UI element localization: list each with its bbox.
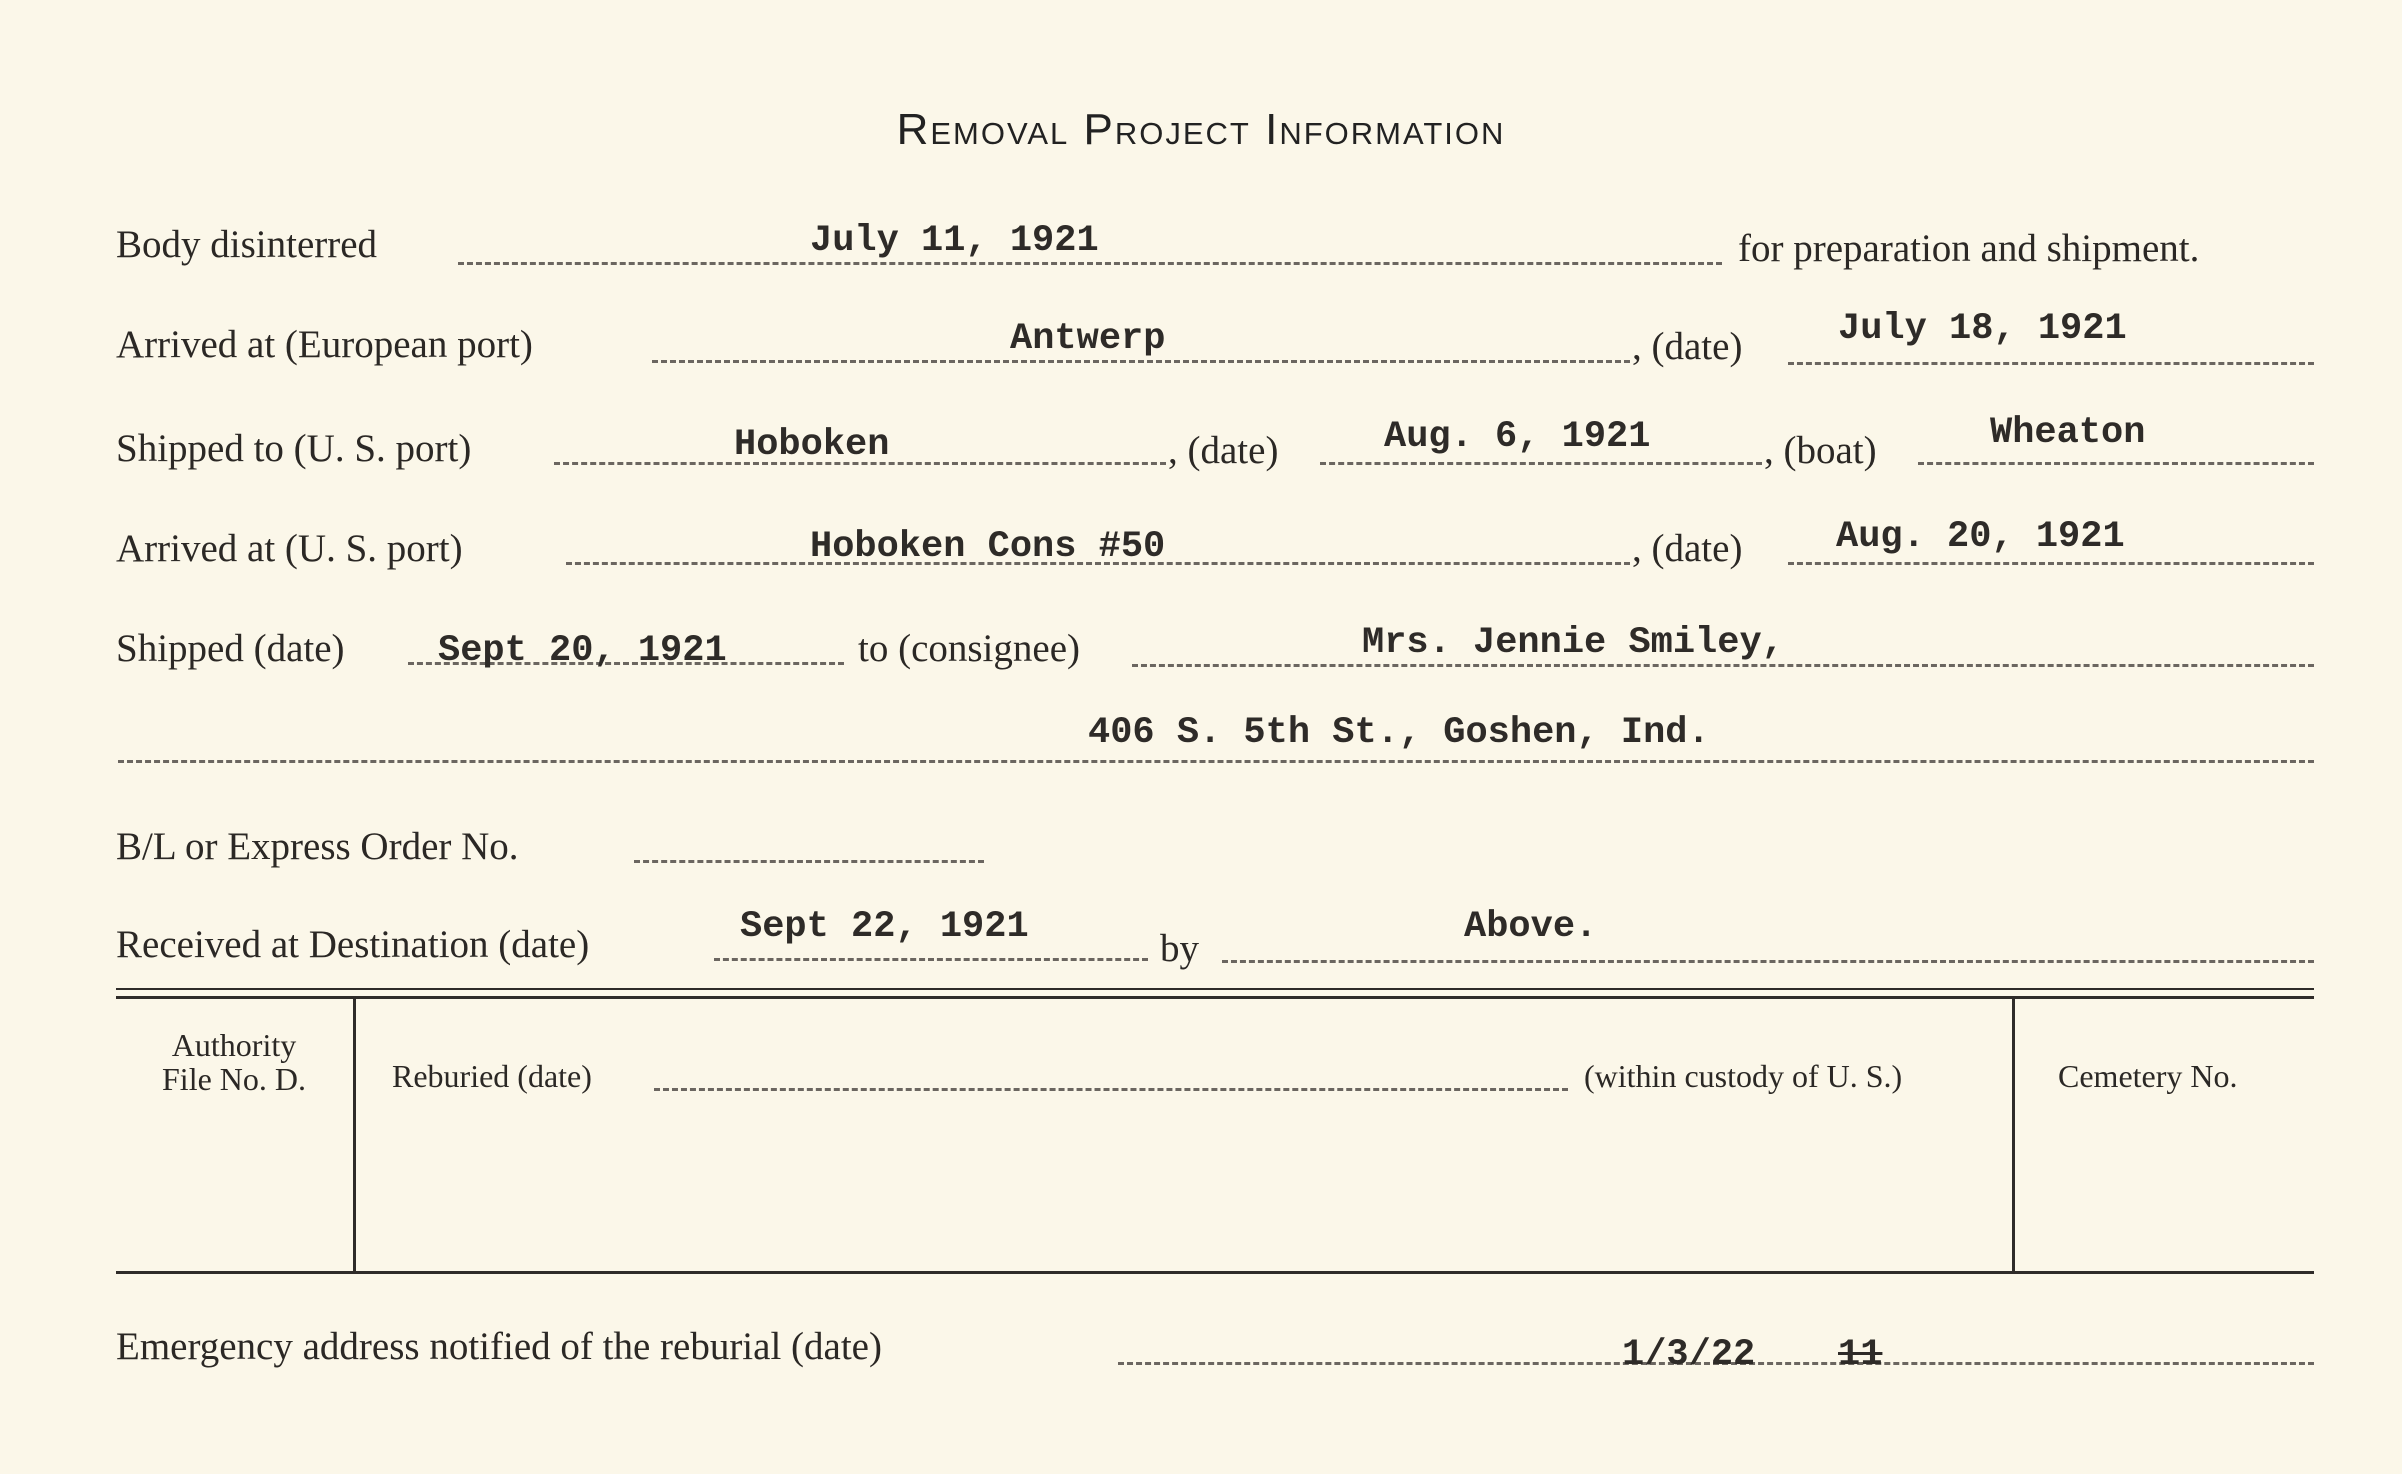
authority-label-line-1: Authority: [171, 1027, 297, 1063]
address-line: [118, 760, 2314, 763]
body-disinterred-value: July 11, 1921: [810, 220, 1099, 262]
consignee-line: [1132, 664, 2314, 667]
reburied-line: [654, 1088, 1568, 1091]
emergency-struck-value: 11: [1838, 1334, 1883, 1376]
body-disinterred-line: [458, 262, 1722, 265]
arrived-euro-value: Antwerp: [1010, 318, 1166, 360]
consignee-address: 406 S. 5th St., Goshen, Ind.: [1088, 712, 1710, 754]
shipped-to-date-label: , (date): [1168, 429, 1279, 472]
bl-line: [634, 860, 984, 863]
authority-label: [118, 1028, 350, 1096]
arrived-euro-date-value: July 18, 1921: [1838, 308, 2127, 350]
arrived-us-date-label: , (date): [1632, 527, 1743, 570]
bl-label: B/L or Express Order No.: [116, 825, 519, 868]
authority-label-line-2: File No. D.: [162, 1061, 306, 1097]
body-disinterred-label: Body disinterred: [116, 223, 378, 266]
arrived-euro-date-label: , (date): [1632, 325, 1743, 368]
by-value: Above.: [1464, 906, 1598, 948]
received-line: [714, 958, 1148, 961]
box-divider-right: [2012, 999, 2015, 1271]
shipped-date-label: Shipped (date): [116, 627, 345, 670]
shipped-to-value: Hoboken: [734, 424, 890, 466]
shipped-to-date-value: Aug. 6, 1921: [1384, 416, 1651, 458]
box-top-rule-2: [116, 996, 2314, 999]
custody-label: (within custody of U. S.): [1584, 1058, 1903, 1094]
arrived-euro-date-line: [1788, 362, 2314, 365]
consignee-value: Mrs. Jennie Smiley,: [1362, 622, 1784, 664]
received-value: Sept 22, 1921: [740, 906, 1029, 948]
arrived-us-label: Arrived at (U. S. port): [116, 527, 463, 570]
arrived-euro-label: Arrived at (European port): [116, 323, 533, 366]
box-bottom-rule: [116, 1271, 2314, 1274]
boat-line: [1918, 462, 2314, 465]
reburied-label: Reburied (date): [392, 1058, 592, 1094]
boat-value: Wheaton: [1990, 412, 2146, 454]
body-disinterred-suffix: for preparation and shipment.: [1738, 227, 2200, 270]
received-label: Received at Destination (date): [116, 923, 590, 966]
shipped-date-value: Sept 20, 1921: [438, 630, 727, 672]
by-label: by: [1160, 927, 1199, 970]
arrived-euro-line: [652, 360, 1630, 363]
consignee-label: to (consignee): [858, 627, 1081, 670]
box-top-rule-1: [116, 988, 2314, 990]
box-divider-left: [353, 999, 356, 1271]
cemetery-label: Cemetery No.: [2058, 1058, 2238, 1094]
emergency-value: 1/3/22: [1622, 1334, 1756, 1376]
emergency-label: Emergency address notified of the reburial (date): [116, 1325, 882, 1368]
arrived-us-date-line: [1788, 562, 2314, 565]
arrived-us-date-value: Aug. 20, 1921: [1836, 516, 2125, 558]
form-title: Removal Project Information: [896, 105, 1506, 154]
arrived-us-value: Hoboken Cons #50: [810, 526, 1166, 568]
boat-label: , (boat): [1764, 429, 1877, 472]
shipped-to-label: Shipped to (U. S. port): [116, 427, 472, 470]
shipped-to-date-line: [1320, 462, 1762, 465]
by-line: [1222, 960, 2314, 963]
